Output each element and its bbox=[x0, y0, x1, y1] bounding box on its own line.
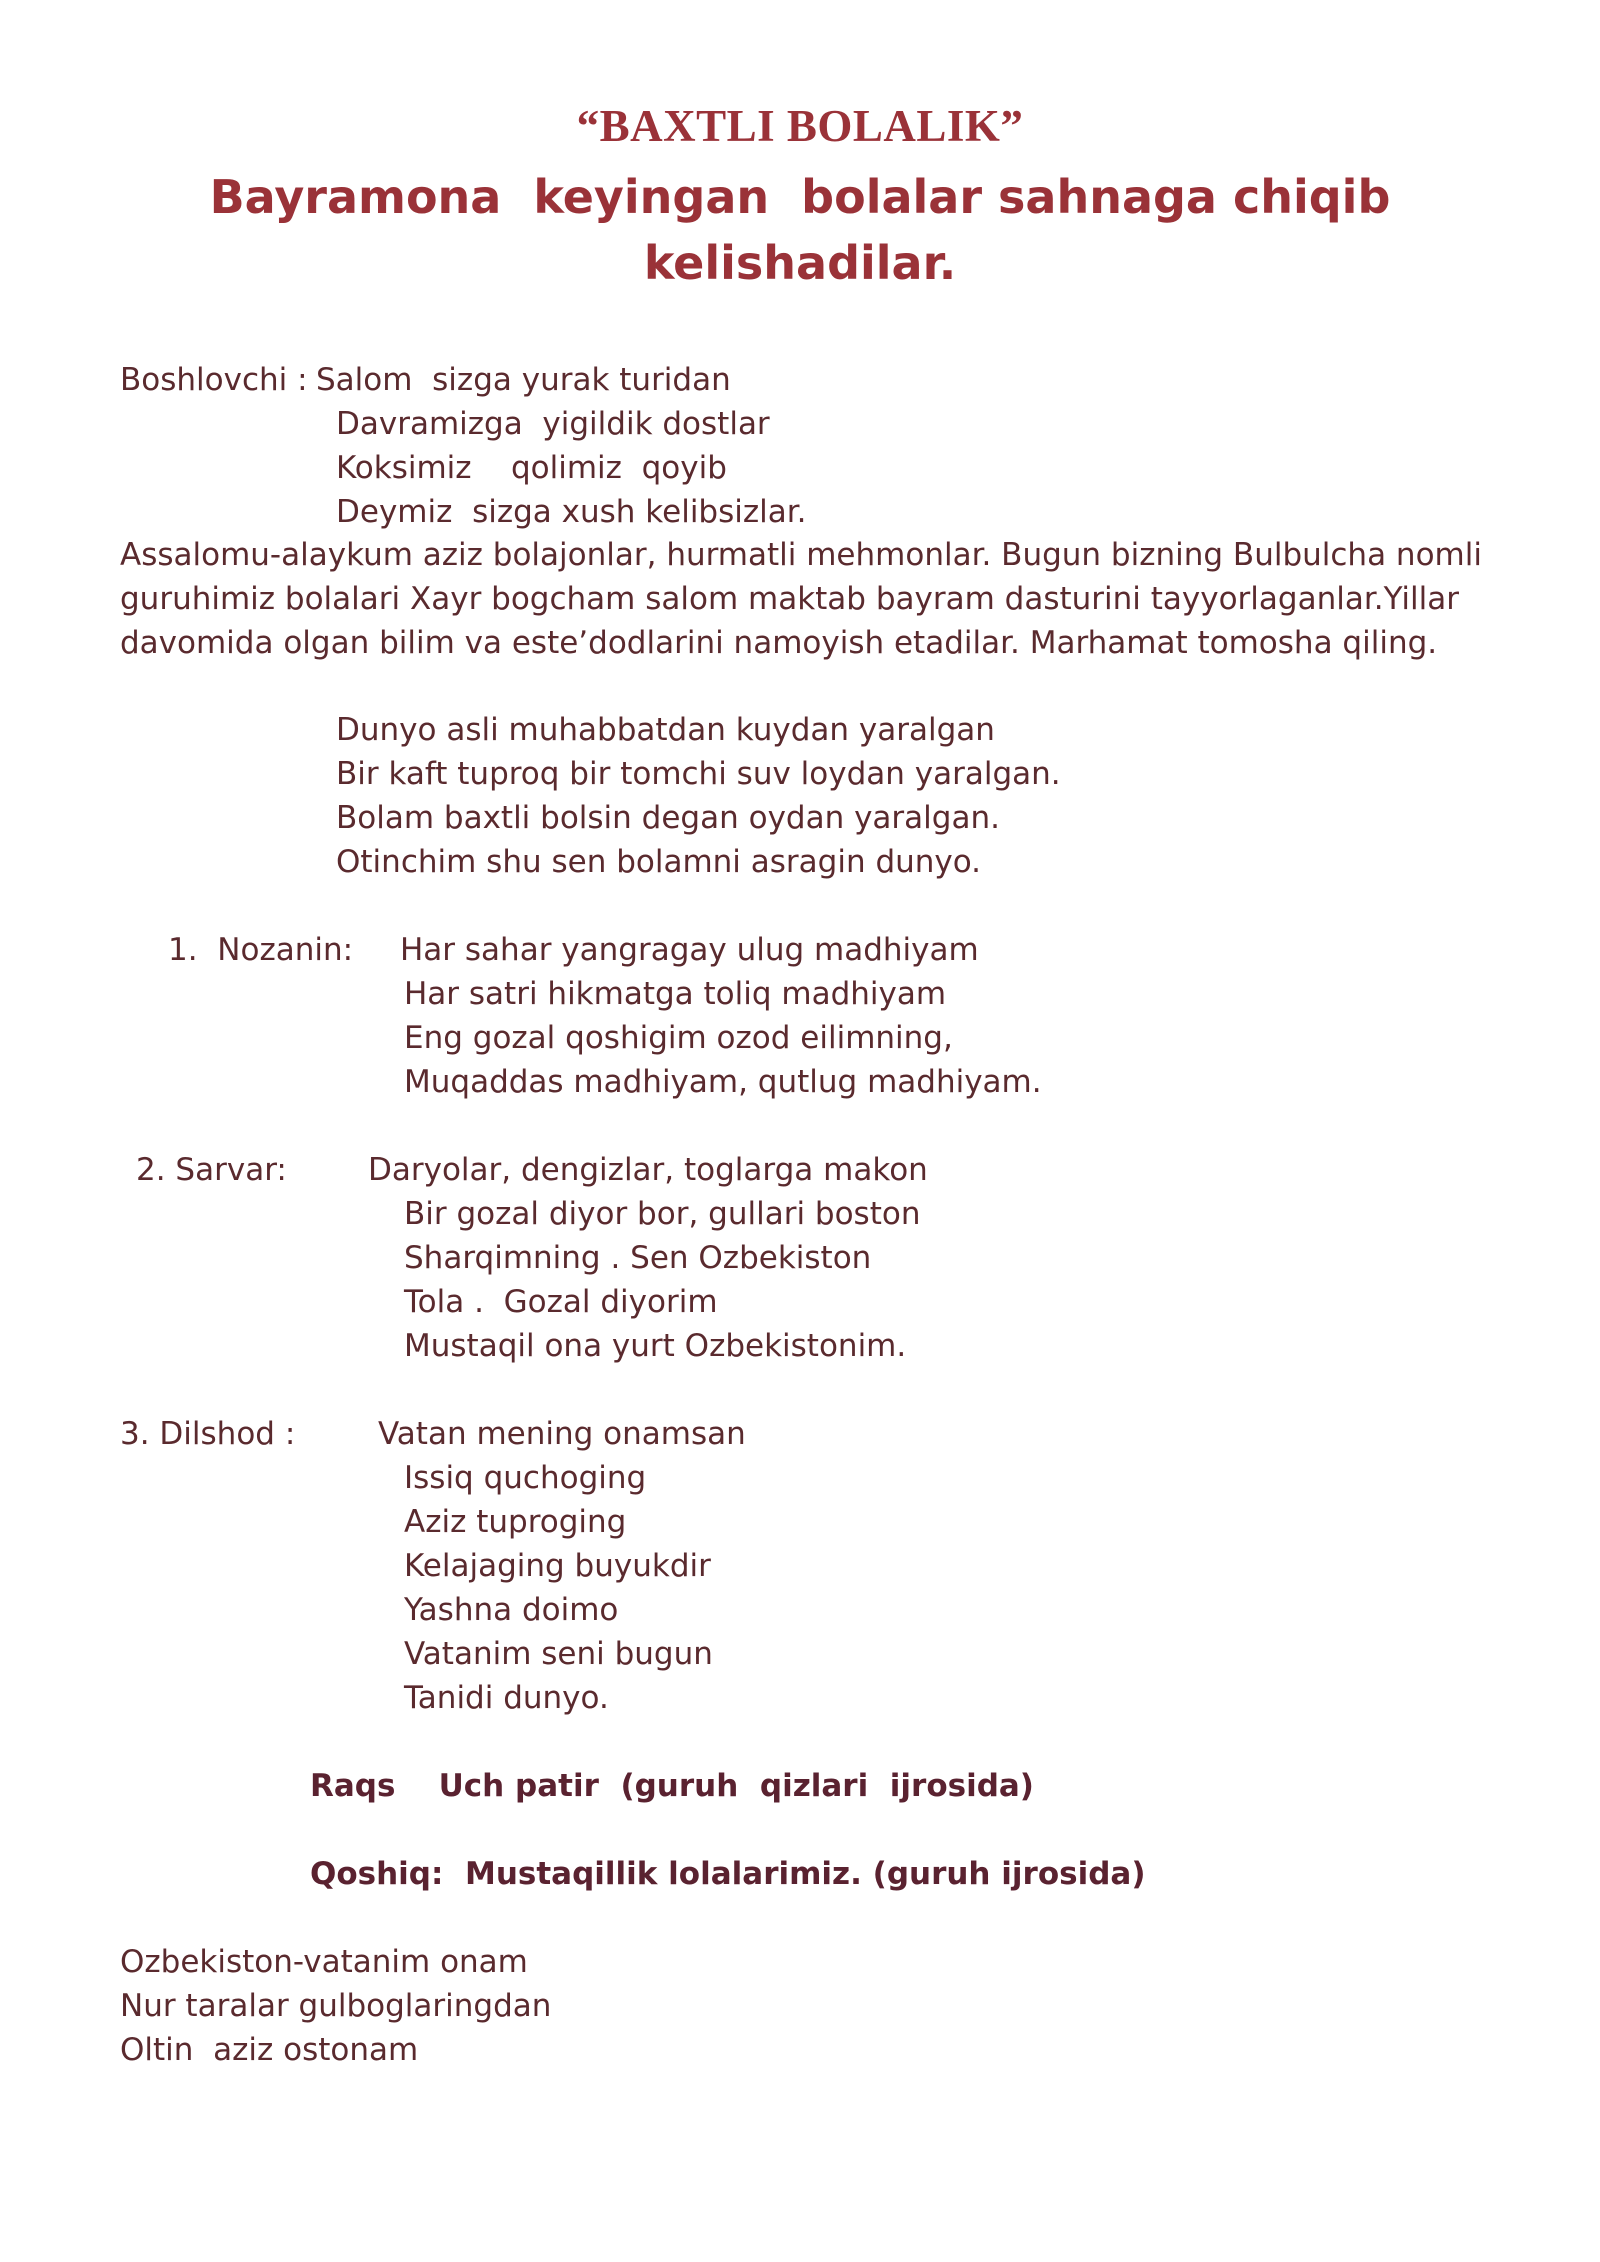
event-dance: Raqs Uch patir (guruh qizlari ijrosida) bbox=[310, 1768, 1034, 1804]
performer-line: Vatan mening onamsan bbox=[378, 1416, 746, 1452]
performer-line: Tanidi dunyo. bbox=[404, 1680, 609, 1716]
performer-label: 1. Nozanin: bbox=[168, 932, 354, 968]
document-subtitle: Bayramona keyingan bolalar sahnaga chiqib kelishadilar. bbox=[209, 170, 1407, 290]
performer-line: Har sahar yangragay ulug madhiyam bbox=[400, 932, 979, 968]
performer-line: Tola . Gozal diyorim bbox=[404, 1284, 718, 1320]
intro-line: Salom sizga yurak turidan bbox=[316, 362, 731, 398]
intro-line: Davramizga yigildik dostlar bbox=[336, 406, 770, 442]
intro-line: Deymiz sizga xush kelibsizlar. bbox=[336, 494, 807, 530]
closing-line: Oltin aziz ostonam bbox=[120, 2032, 419, 2068]
poem-line: Bir kaft tuproq bir tomchi suv loydan yaralgan. bbox=[336, 756, 1061, 792]
performer-label: 2. Sarvar: bbox=[136, 1152, 287, 1188]
performer-line: Aziz tuproging bbox=[404, 1504, 627, 1540]
poem-line: Dunyo asli muhabbatdan kuydan yaralgan bbox=[336, 712, 995, 748]
performer-line: Vatanim seni bugun bbox=[404, 1636, 713, 1672]
poem-line: Bolam baxtli bolsin degan oydan yaralgan. bbox=[336, 800, 1000, 836]
performer-line: Bir gozal diyor bor, gullari boston bbox=[404, 1196, 921, 1232]
performer-line: Muqaddas madhiyam, qutlug madhiyam. bbox=[404, 1064, 1042, 1100]
performer-line: Mustaqil ona yurt Ozbekistonim. bbox=[404, 1328, 907, 1364]
document-title: “BAXTLI BOLALIK” bbox=[576, 101, 1024, 151]
intro-line: Koksimiz qolimiz qoyib bbox=[336, 450, 727, 486]
performer-line: Kelajaging buyukdir bbox=[404, 1548, 711, 1584]
performer-label: 3. Dilshod : bbox=[120, 1416, 296, 1452]
event-song: Qoshiq: Mustaqillik lolalarimiz. (guruh ijrosida) bbox=[310, 1856, 1146, 1892]
performer-line: Har satri hikmatga toliq madhiyam bbox=[404, 976, 947, 1012]
performer-line: Eng gozal qoshigim ozod eilimning, bbox=[404, 1020, 953, 1056]
performer-line: Daryolar, dengizlar, toglarga makon bbox=[368, 1152, 928, 1188]
closing-line: Ozbekiston-vatanim onam bbox=[120, 1944, 528, 1980]
performer-line: Yashna doimo bbox=[404, 1592, 619, 1628]
intro-speaker: Boshlovchi : bbox=[120, 362, 308, 398]
performer-line: Issiq quchoging bbox=[404, 1460, 647, 1496]
poem-line: Otinchim shu sen bolamni asragin dunyo. bbox=[336, 844, 982, 880]
performer-line: Sharqimning . Sen Ozbekiston bbox=[404, 1240, 872, 1276]
closing-line: Nur taralar gulboglaringdan bbox=[120, 1988, 552, 2024]
intro-paragraph: Assalomu-alaykum aziz bolajonlar, hurmatli mehmonlar. Bugun bizning Bulbulcha nomli guruhimiz bolalari Xayr bogcham salom maktab bayram dasturini tayyorlaganlar.Yillar davomida olgan bilim va este’dodlarini namoyish etadilar. Marhamat tomosha qiling. bbox=[120, 537, 1482, 661]
